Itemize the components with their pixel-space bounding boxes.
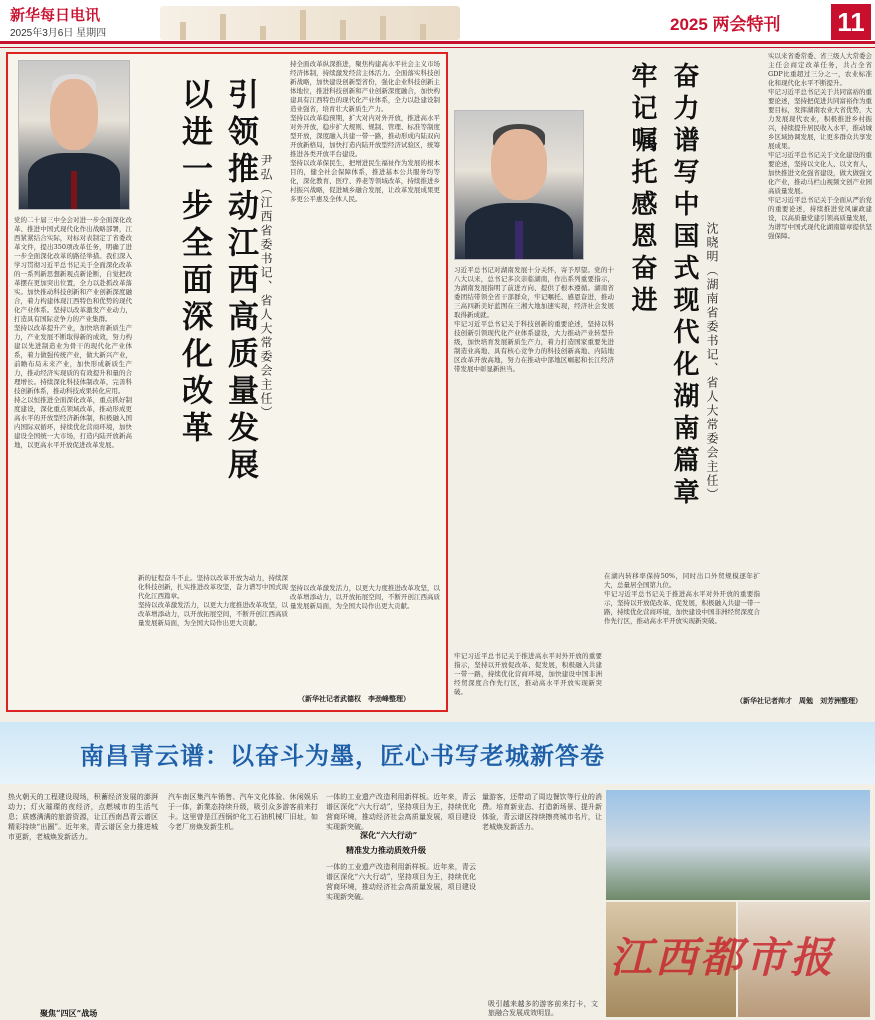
newspaper-brand: 新华每日电讯 [10,6,101,24]
article-title-main: 引领推动江西高质量发展 [222,78,258,485]
article-body-col: 持全面改革纵深推进，聚焦构建高水平社会主义市场经济体制，持续激发经营主体活力。全面落实科技创新战略，加快建设创新型省份，强化企业科技创新主体地位，推进科技创新和产业创新深度融合，加快构建具有江西特色的现代化产业体系，全力以赴建设制造业强省，培育壮大新质生产力。 坚持以改革稳预期，扩大对内对外开放，推进高水平对外开放，稳步扩大规则、规制、管理、标准等制度型开放，深度融入共建一带一路，推动形成内陆双向开放新格局，加快打造内陆开放型经济试验区，统筹推进各类开放平台建设。 坚持以改革保民生，把增进民生福祉作为发展的根本目的，健全社会保障体系，推进基本公共服务均等化，深化教育、医疗、养老等领域改革，持续推进乡村振兴战略，促进城乡融合发展，让改革发展成果更多更公平惠及全体人民。 [290,60,440,203]
article-body-col: 实以来省委常委、省三级人大常委会主任会商定改革任务，共占全省GDP比重超过三分之一，农业标准化和现代化水平不断提升。 牢记习近平总书记关于共同富裕的重要论述，坚持把促进共同富裕作为重要目标，发挥湖南农业大省优势，大力发展现代农业，积极推进乡村振兴，持续提升居民收入水平，推动城乡区域协调发展，让更多群众共享发展成果。 牢记习近平总书记关于文化建设的重要论述，坚持以文化人、以文育人，加快推进文化强省建设，做大做强文化产业，推动马栏山视频文创产业园高质量发展。 牢记习近平总书记关于全面从严治党的重要论述，持续推进党风廉政建设，以高质量党建引领高质量发展，为谱写中国式现代化湖南篇章提供坚强保障。 [768,52,872,240]
feature-subhead: 聚焦“四区”战场 [40,1008,98,1018]
article-byline: 尹弘（江西省委书记、省人大常委会主任） [259,154,273,420]
special-edition-label: 2025 两会特刊 [670,15,781,34]
feature-body-col: 一体的工业遗产改造利用新样板。近年来，青云谱区深化“六大行动”，坚持项目为王，持续优化营商环境，推动经济社会高质量发展，项目建设实现新突破。 [326,793,476,831]
newspaper-watermark: 江西都市报 [609,934,835,981]
feature-body-col: 汽车南区集汽车销售、汽车文化体验、休闲娱乐于一体，新業态持续升级，吸引众多游客前来打卡。这里曾是江西锅炉化工石油机械厂旧址，如今老厂房焕发新生机。 [168,793,318,831]
article-byline: 沈晓明（湖南省委书记、省人大常委会主任） [705,222,719,502]
article-body-col: 习近平总书记对湖南发展十分关怀，寄予厚望。党的十八大以来，总书记多次亲临湖南，作出系列重要指示，为湖南发展指明了前进方向、提供了根本遵循。湖南省委团结带领全省干部群众，牢记嘱托、感恩奋进，推动三高四新美好蓝图在三湘大地加速实现，经济社会发展取得新成就。 牢记习近平总书记关于科技创新的重要论述，坚持以科技创新引领现代化产业体系建设，大力推动产业转型升级，加快培育发展新质生产力，着力打造国家重要先进制造业高地、具有核心竞争力的科技创新高地、内陆地区改革开放高地，努力在推动中部地区崛起和长江经济带发展中彰显新担当。 [454,266,614,373]
feature-body-col: 吸引越来越多的游客前来打卡，文旅融合发展成效明显。 [488,1000,598,1017]
article-body-col: 坚持以改革激发活力，以更大力度推进改革攻坚，以改革增添动力，以开放拓展空间，不断开创江西高质量发展新局面，为全国大局作出更大贡献。 [290,584,440,610]
page-number: 11 [831,4,871,40]
jiangxi-article [6,52,448,712]
feature-title: 南昌青云谱：以奋斗为墨，匠心书写老城新答卷 [80,743,605,770]
author-photo-shen-xiaoming [454,110,584,260]
feature-body-col: 热火朝天的工程建设现场，积蓄经济发展的澎湃动力；灯火璀璨的夜经济，点燃城市的生活气息；质感满满的旅游资源，让江西南昌青云谱区精彩持续“出圈”。近年来，青云谱区全力推进城市更新，老城焕发新活力。 [8,793,158,841]
article-credit: （新华社记者帅才 周勉 刘芳洲整理） [736,696,862,705]
masthead-illustration [160,6,460,40]
feature-body-col: 一体的工业遗产改造利用新样板。近年来，青云谱区深化“六大行动”，坚持项目为王，持续优化营商环境，推动经济社会高质量发展，项目建设实现新突破。 [326,863,476,901]
feature-subhead: 深化“六大行动” [360,830,418,840]
issue-date: 2025年3月6日 星期四 [10,28,107,39]
article-body-col: 在湖内转移率保持50%，同时出口外贸规模逐年扩大，总量居全国第九位。 牢记习近平总书记关于推进高水平对外开放的重要指示，坚持以开放促改革、促发展，积极融入共建一带一路，持续优化营商环境，加快建设中国非洲经贸深度合作先行区，推动高水平开放实现新突破。 [604,572,760,625]
article-body-col: 牢记习近平总书记关于推进高水平对外开放的重要指示，坚持以开放促改革、促发展，积极融入共建一带一路，持续优化营商环境，加快建设中国非洲经贸深度合作先行区，推动高水平开放实现新突破。 [454,652,602,696]
feature-subhead: 精准发力推动质效升级 [346,845,426,855]
masthead [0,0,875,44]
author-photo-yin-hong [18,60,130,210]
divider [0,47,875,48]
feature-photo-cityscape [606,790,870,900]
feature-body-col: 量游客，还带动了周边餐饮等行业的消费。培育新业态、打造新场景、提升新体验，青云谱区持续擦亮城市名片，让老城焕发新活力。 [482,793,602,831]
article-title-sub: 以进一步全面深化改革 [176,78,212,448]
article-credit: （新华社记者武德权 李劲峰整理） [298,694,410,703]
hunan-article [452,52,764,712]
article-title-sub: 牢记嘱托感恩奋进 [627,62,657,318]
feature-banner [0,722,875,784]
article-body-col: 新的征程奋斗不止。坚持以改革开放为动力，持续深化科技创新，扎实推进改革攻坚，奋力谱写中国式现代化江西篇章。 坚持以改革激发活力，以更大力度推进改革攻坚，以改革增添动力，以开放拓展空间，不断开创江西高质量发展新局面，为全国大局作出更大贡献。 [138,574,288,627]
article-title-main: 奋力谱写中国式现代化湖南篇章 [669,62,699,510]
article-body-col: 党的二十届三中全会对进一步全面深化改革、推进中国式现代化作出战略部署，江西紧紧结合实际，对标对表制定了省委改革文件，提出350项改革任务，明确了进一步全面深化改革的路径举措。我们深入学习贯彻习近平总书记关于全面深化改革的一系列新思想新观点新论断，自觉把改革摆在更加突出位置，全力以赴抓改革落实。加快推动科技创新和产业创新深度融合，着力构建体现江西特色和优势的现代化产业体系。坚持以改革激发产业动力，打造具有国际竞争力的产业集群。 坚持以改革提升产业，加快培育新质生产力，产业发展不断取得新的成效，努力构建以先进制造业为骨干的现代化产业体系，着力做强传统产业，做大新兴产业，前瞻布局未来产业，加快形成新质生产力，推动经济实现质的有效提升和量的合理增长。持续深化科技体制改革，完善科技创新体系，推动科技成果转化应用。 持之以恒推进全面深化改革，重点抓好制度建设，深化重点领域改革，推动形成更高水平的开放型经济新体制，积极融入国内国际双循环，持续优化营商环境，加快建设全国统一大市场，打造内陆开放新高地，以更高水平开放促进改革发展。 [14,216,132,449]
